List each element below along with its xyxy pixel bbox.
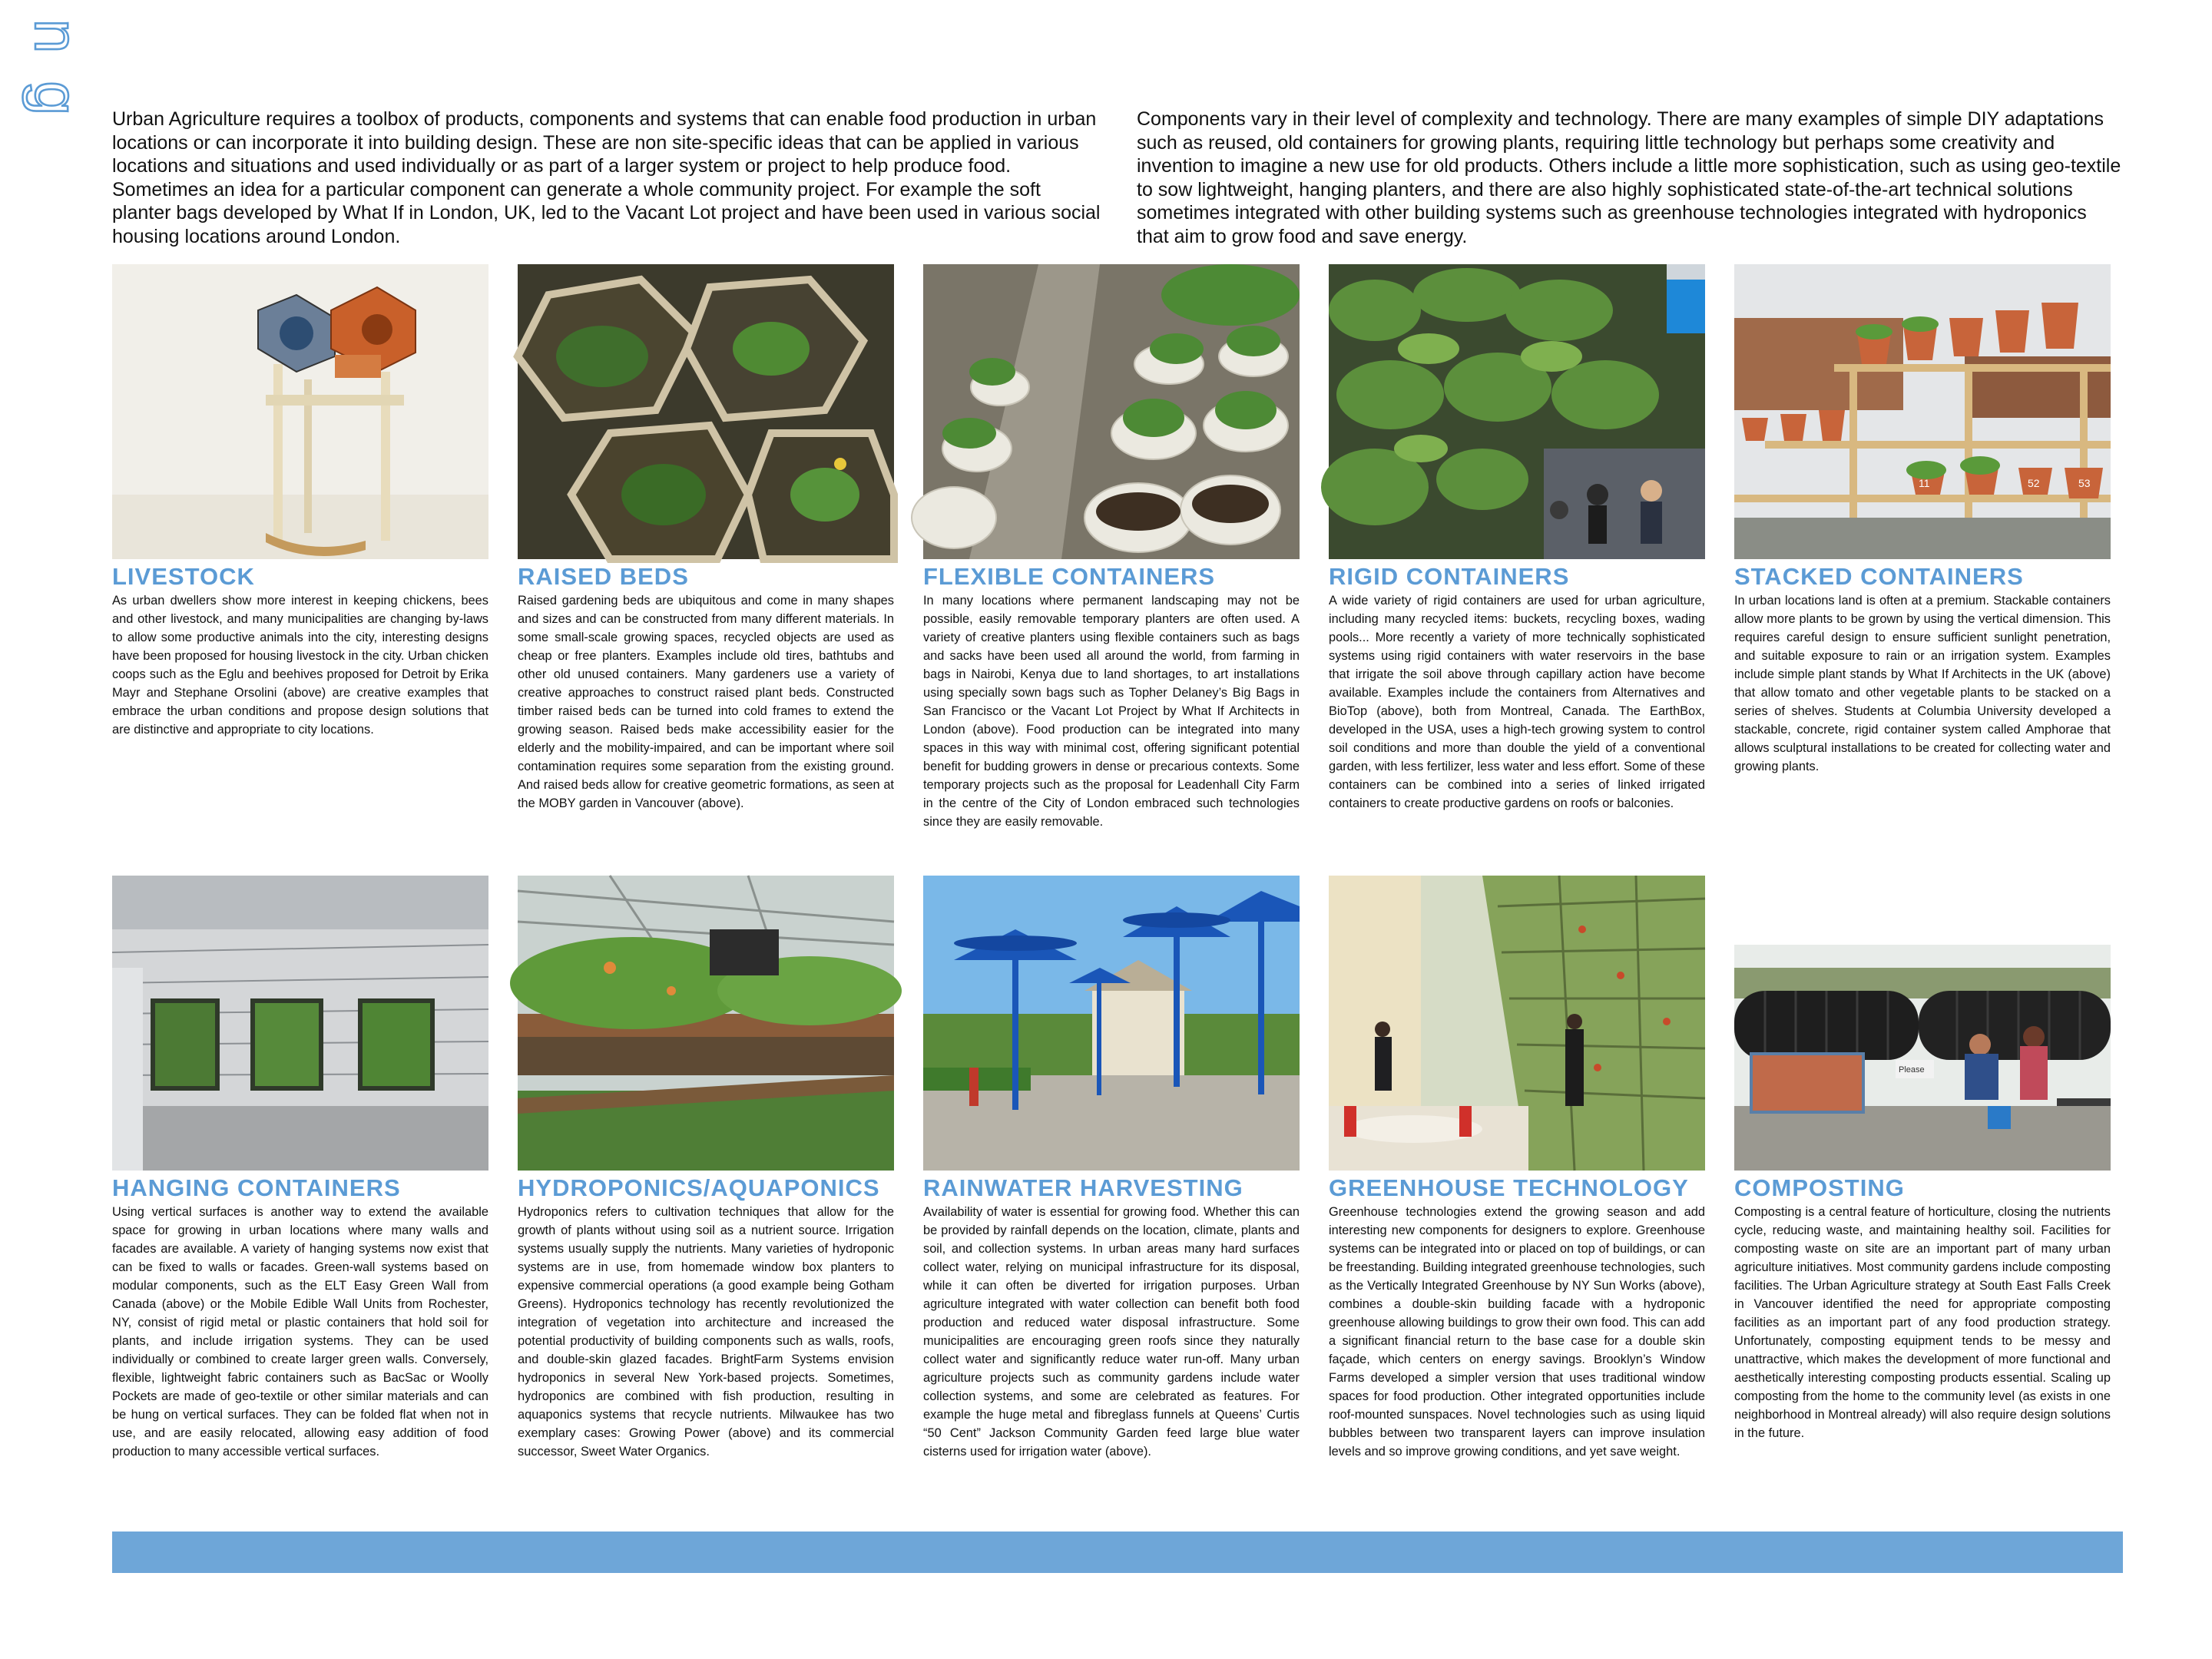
card-text: As urban dwellers show more interest in keeping chickens, bees and other livestock, and many municipalities are changing by-laws to allow some productive animals into the city, interesting designs have been proposed for housing livestock in the city. Urban chicken coops such as the Eglu and beehives proposed for Detroit by Erika Mayr and Stephane Orsolini (above) are creative examples that embrace the urban conditions and propose design solutions that are distinctive and appropriate to city locations. xyxy=(112,594,488,737)
card-title: HYDROPONICS/AQUAPONICS xyxy=(518,1174,880,1201)
card-composting xyxy=(1734,876,2111,1442)
card-title: RAINWATER HARVESTING xyxy=(923,1174,1243,1201)
card-text: Composting is a central feature of horticulture, closing the nutrients cycle, reducing waste, and maintaining healthy soil. Facilities for composting waste on site are an important part of many urban agriculture initiatives. Most community gardens include composting facilities. The Urban Agriculture strategy at South East Falls Creek in Vancouver identified the need for appropriate composting facilities as an important part of any food production strategy. Unfortunately, composting equipment tends to be messy and unattractive, which makes the development of more functional and aesthetically interesting composting products essential. Scaling up composting from the home to the community level (as exists in one neighborhood in Montreal already) will also require design solutions in the future. xyxy=(1734,1205,2111,1440)
photo-number-52: 52 xyxy=(2028,477,2040,489)
card-text: In many locations where permanent landscaping may not be possible, easily removable temporary planters are often used. A variety of creative planters using flexible containers such as bags and sacks have been used all around the world, from farming in bags in Nairobi, Kenya due to land shortages, to art installations using specially sown bags such as Topher Delaney’s Big Bags in San Francisco or the Vacant Lot Project by What If Architects in London (above). Food production can be integrated into many spaces in this way with minimal cost, offering significant potential benefit for budding growers in dense or precarious contexts. Some temporary projects such as the proposal for Leadenhall City Farm in the centre of the City of London embraced such technologies since they are easily removable. xyxy=(923,594,1300,829)
hydroponics-image xyxy=(518,876,894,1171)
card-text: Availability of water is essential for growing food. Whether this can be provided by rainfall depends on the location, climate, plants and soil, and collection systems. In urban areas many hard surfaces collect water, relying on municipal infrastructure for its disposal, while it can often be diverted for irrigation purposes. Urban agriculture integrated with water collection can benefit both food production and reduced water disposal infrastructure. Some municipalities are encouraging green roofs since they naturally collect water and significantly reduce water run-off. Many urban agriculture projects such as community gardens include water collection systems, and some are celebrated as features. For example the huge metal and fibreglass funnels at Queens’ Curtis “50 Cent” Jackson Community Garden feed large blue water cisterns used for irrigation water (above). xyxy=(923,1205,1300,1459)
card-title: GREENHOUSE TECHNOLOGY xyxy=(1329,1174,1689,1201)
photo-raised-beds xyxy=(518,264,894,559)
rainwater-harvesting-image xyxy=(923,876,1300,1171)
footer-bar xyxy=(112,1532,2123,1573)
photo-stacked-containers xyxy=(1734,264,2111,559)
photo-sign-please: Please xyxy=(1899,1065,1925,1075)
card-text: Using vertical surfaces is another way to extend the available space for growing in urban locations where many walls and facades are available. A variety of hanging systems now exist that can be fixed to walls or facades. Green-wall systems based on modular components, such as the ELT Easy Green Wall from Canada (above) or the Mobile Edible Wall Units from Rochester, NY, consist of rigid metal or plastic containers that hold soil for plants, and include irrigation systems. They can be used individually or combined to create larger green walls. Conversely, flexible, lightweight fabric containers such as BacSac or Woolly Pockets are made of geo-textile or other similar materials and can be hung on vertical surfaces. They can be folded flat when not in use, and are easily relocated, allowing easy addition of food production to many accessible vertical surfaces. xyxy=(112,1205,488,1459)
photo-number-11: 11 xyxy=(1919,477,1930,489)
photo-rigid-containers xyxy=(1329,264,1705,559)
greenhouse-technology-image xyxy=(1329,876,1705,1171)
card-rigid-containers xyxy=(1329,264,1705,813)
card-rainwater-harvesting xyxy=(923,876,1300,1461)
stacked-containers-image xyxy=(1734,264,2111,559)
card-title: HANGING CONTAINERS xyxy=(112,1174,401,1201)
side-title-svg xyxy=(22,18,91,1221)
intro-right-paragraph: Components vary in their level of complexity and technology. There are many examples of simple DIY adaptations such as reused, old containers for growing plants, requiring little technology but perhaps some creativity and invention to imagine a new use for old products. Others include a little more sophistication, such as using geo-textile to sow lightweight, hanging planters, and there are also highly sophisticated state-of-the-art technical solutions sometimes integrated with other building systems such as greenhouse technologies integrated with hydroponics that aim to grow food and save energy. xyxy=(1137,108,2121,247)
card-raised-beds xyxy=(518,264,894,813)
intro-left-paragraph: Urban Agriculture requires a toolbox of products, components and systems that can enable food production in urban locations or can incorporate it into building design. These are non site-specific ideas that can be applied in various locations and situations and used individually or as part of a larger system or project to help produce food. Sometimes an idea for a particular component can generate a whole community project. For example the soft planter bags developed by What If in London, UK, led to the Vacant Lot project and have been used in various social housing locations around London. xyxy=(112,108,1101,247)
card-title: RAISED BEDS xyxy=(518,563,689,590)
photo-rainwater-harvesting xyxy=(923,876,1300,1171)
card-title: STACKED CONTAINERS xyxy=(1734,563,2024,590)
card-text: Greenhouse technologies extend the growing season and add interesting new components for designers to explore. Greenhouse systems can be integrated into or placed on top of buildings, or can be freestanding. Building integrated greenhouse technologies, such as the Vertically Integrated Greenhouse by NY Sun Works (above), combines a double-skin building facade with a hydroponic greenhouse allowing buildings to grow their own food. This can add a significant financial return to the base case for a double skin façade, which centers on energy savings. Brooklyn’s Window Farms developed a simpler version that uses traditional window spaces for food production. Other integrated opportunities include roof-mounted sunspaces. Novel technologies such as using liquid bubbles between two transparent layers can improve insulation levels and so improve growing conditions, and yet save weight. xyxy=(1329,1205,1705,1459)
card-stacked-containers xyxy=(1734,264,2111,776)
card-hanging-containers xyxy=(112,876,488,1461)
card-text: A wide variety of rigid containers are used for urban agriculture, including many recycled items: buckets, recycling boxes, wading pools... More recently a variety of more technically sophisticated systems using rigid containers with water reservoirs in the base that irrigate the soil above through capillary action have become available. Examples include the containers from Alternatives and BioTop (above), both from Montreal, Canada. The EarthBox, developed in the USA, uses a high-tech growing system to control soil conditions and more than double the yield of a conventional garden, with less fertilizer, less water and less effort. Some of these containers can be combined into a series of linked irrigated containers to create productive gardens on roofs or balconies. xyxy=(1329,594,1705,810)
photo-flexible-containers xyxy=(923,264,1300,559)
card-text: Raised gardening beds are ubiquitous and come in many shapes and sizes and can be constructed from many different materials. In some small-scale growing spaces, recycled objects are used as cheap or free planters. Examples include old tires, bathtubs and other old unused containers. Many gardeners use a variety of creative approaches to construct raised plant beds. Constructed timber raised beds can be turned into cold frames to extend the growing season. Raised beds make accessibility easier for the elderly and the mobility-impaired, and can be important where soil contamination requires some separation from the existing ground. And raised beds allow for creative geometric formations, as seen at the MOBY garden in Vancouver (above). xyxy=(518,594,894,810)
rigid-containers-image xyxy=(1329,264,1705,559)
card-hydroponics xyxy=(518,876,894,1461)
card-greenhouse-technology xyxy=(1329,876,1705,1461)
side-title xyxy=(22,18,91,1221)
composting-image xyxy=(1734,876,2111,1171)
side-title-text: ng xyxy=(22,18,91,115)
card-title: LIVESTOCK xyxy=(112,563,255,590)
photo-greenhouse-technology xyxy=(1329,876,1705,1171)
hanging-containers-image xyxy=(112,876,488,1171)
photo-livestock xyxy=(112,264,488,559)
photo-number-53: 53 xyxy=(2078,477,2091,489)
card-text: In urban locations land is often at a premium. Stackable containers allow more plants to be grown by using the vertical dimension. This requires careful design to ensure sufficient sunlight penetration, and suitable exposure to rain or an irrigation system. Examples include simple plant stands by What If Architects in the UK (above) that allow tomato and other vegetable plants to be stacked on a series of shelves. Students at Columbia University developed a stackable, concrete, rigid container system called Amphorae that allows sculptural installations to be created for collecting water and growing plants. xyxy=(1734,594,2111,773)
card-title: FLEXIBLE CONTAINERS xyxy=(923,563,1216,590)
photo-hydroponics xyxy=(518,876,894,1171)
card-flexible-containers xyxy=(923,264,1300,831)
card-livestock xyxy=(112,264,488,739)
livestock-image xyxy=(112,264,488,559)
card-title: RIGID CONTAINERS xyxy=(1329,563,1570,590)
card-text: Hydroponics refers to cultivation techniques that allow for the growth of plants without using soil as a nutrient source. Irrigation systems usually supply the nutrients. Many varieties of hydroponic systems are in use, from homemade window box planters to expensive commercial operations (a good example being Gotham Greens). Hydroponics technology has recently revolutionized the integration of vegetation into architecture and increased the potential productivity of building components such as walls, roofs, and double-skin glazed facades. BrightFarm Systems envision hydroponics in several New York-based projects. Sometimes, hydroponics are combined with fish production, resulting in aquaponics systems that recycle nutrients. Milwaukee has two exemplary cases: Growing Power (above) and its commercial successor, Sweet Water Organics. xyxy=(518,1205,894,1459)
flexible-containers-image xyxy=(923,264,1300,559)
card-title: COMPOSTING xyxy=(1734,1174,1905,1201)
photo-hanging-containers xyxy=(112,876,488,1171)
photo-composting xyxy=(1734,876,2111,1171)
raised-beds-image xyxy=(518,264,894,559)
